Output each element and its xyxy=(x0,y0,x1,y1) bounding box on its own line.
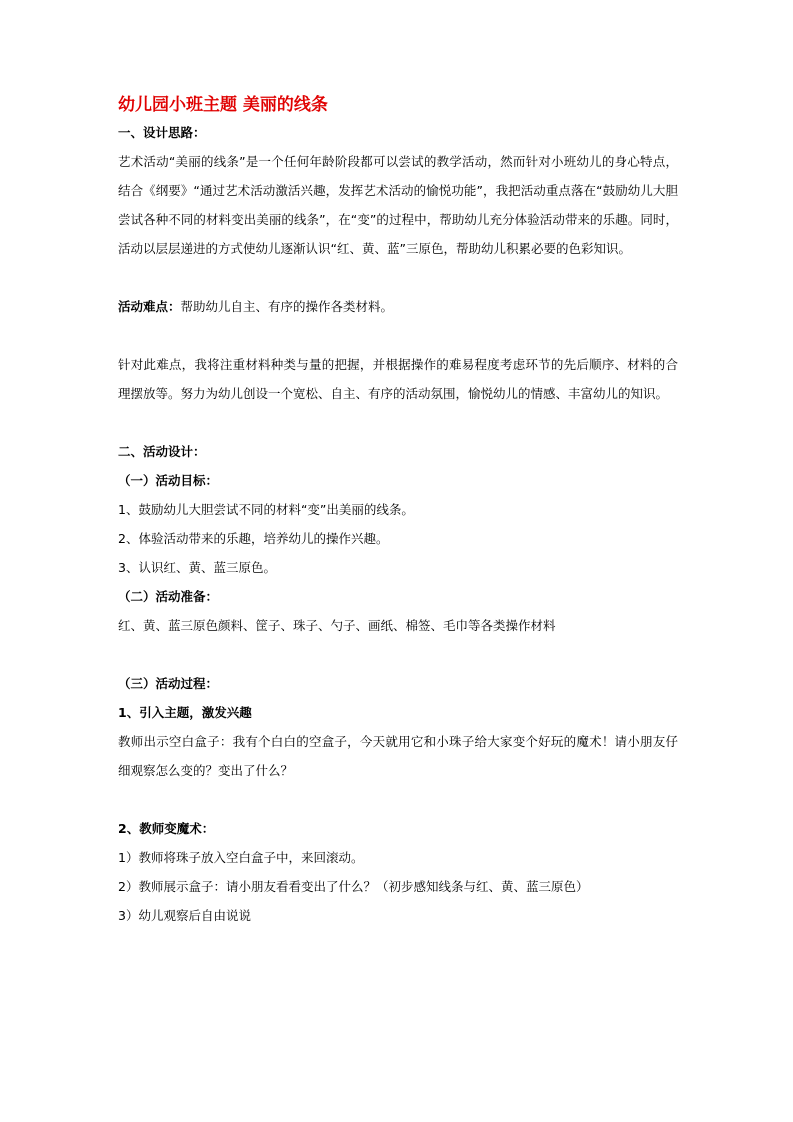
process-heading: （三）活动过程： xyxy=(118,676,219,691)
spacer xyxy=(118,263,678,292)
difficulty-label: 活动难点： xyxy=(118,299,181,314)
spacer xyxy=(118,640,678,669)
step-2-item: 3）幼儿观察后自由说说 xyxy=(118,908,251,923)
step-2-heading: 2、教师变魔术： xyxy=(118,821,215,836)
document-title: 幼儿园小班主题 美丽的线条 xyxy=(118,95,328,115)
step-2-item: 1）教师将珠子放入空白盒子中，来回滚动。 xyxy=(118,850,364,865)
step-2-item: 2）教师展示盒子：请小朋友看看变出了什么？（初步感知线条与红、黄、蓝三原色） xyxy=(118,879,589,894)
step-1-heading: 1、引入主题，激发兴趣 xyxy=(118,705,252,720)
goal-item: 1、鼓励幼儿大胆尝试不同的材料“变”出美丽的线条。 xyxy=(118,502,414,517)
step-1-paragraph: 教师出示空白盒子：我有个白白的空盒子，今天就用它和小珠子给大家变个好玩的魔术！请小朋友仔细观察怎么变的？变出了什么？ xyxy=(118,734,678,778)
spacer xyxy=(118,408,678,437)
strategy-paragraph: 针对此难点，我将注重材料种类与量的把握，并根据操作的难易程度考虑环节的先后顺序、材料的合理摆放等。努力为幼儿创设一个宽松、自主、有序的活动氛围，愉悦幼儿的情感、丰富幼儿的知识。 xyxy=(118,357,678,401)
prep-text: 红、黄、蓝三原色颜料、筐子、珠子、勺子、画纸、棉签、毛巾等各类操作材料 xyxy=(118,618,556,633)
difficulty-line xyxy=(118,292,678,321)
goals-heading: （一）活动目标： xyxy=(118,473,219,488)
spacer xyxy=(118,785,678,814)
goal-item: 2、体验活动带来的乐趣，培养幼儿的操作兴趣。 xyxy=(118,531,389,546)
spacer xyxy=(118,321,678,350)
document-page xyxy=(118,92,678,930)
section-2-heading: 二、活动设计： xyxy=(118,444,206,459)
goal-item: 3、认识红、黄、蓝三原色。 xyxy=(118,560,276,575)
design-idea-paragraph: 艺术活动“美丽的线条”是一个任何年龄阶段都可以尝试的教学活动，然而针对小班幼儿的身心特点，结合《纲要》“通过艺术活动激活兴趣，发挥艺术活动的愉悦功能”，我把活动重点落在“鼓励幼儿大胆尝试各种不同的材料变出美丽的线条”，在“变”的过程中，帮助幼儿充分体验活动带来的乐趣。同时，活动以层层递进的方式使幼儿逐渐认识“红、黄、蓝”三原色，帮助幼儿积累必要的色彩知识。 xyxy=(118,154,678,256)
prep-heading: （二）活动准备： xyxy=(118,589,219,604)
difficulty-text: 帮助幼儿自主、有序的操作各类材料。 xyxy=(180,299,394,314)
section-1-heading: 一、设计思路： xyxy=(118,125,206,140)
